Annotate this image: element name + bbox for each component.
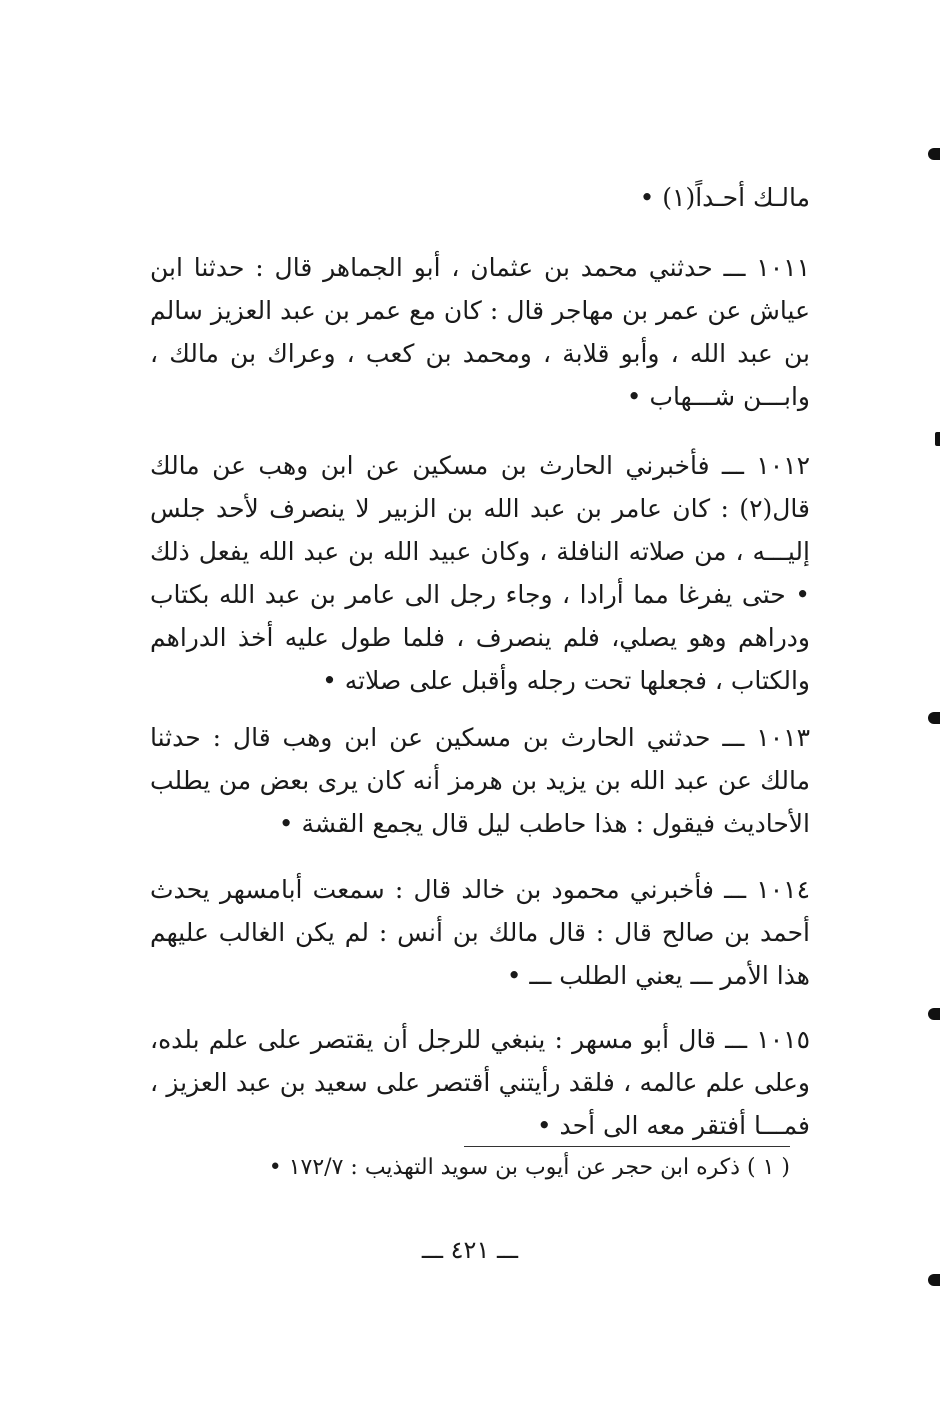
continued-line: مالـك أحـداً(١) •	[639, 183, 810, 212]
scan-edge-mark	[928, 712, 940, 724]
paragraph-text: ١٠١١ ـــ حدثني محمد بن عثمان ، أبو الجماهر قال : حدثنا ابن عياش عن عمر بن مهاجر قال : كان مع عمر بن عبد العزيز سالم بن عبد الله ، وأبو قلابة ، ومحمد بن كعب ، وعراك بن مالك ، وابـــن شـــهاب •	[150, 253, 810, 411]
paragraph-1012	[150, 444, 810, 702]
footnote: ( ١ ) ذكره ابن حجر عن أيوب بن سويد التهذيب : ١٧٢/٧ •	[268, 1155, 790, 1180]
paragraph-1013	[150, 716, 810, 845]
scan-edge-mark	[928, 1008, 940, 1020]
paragraph-text: ١٠١٥ ـــ قال أبو مسهر : ينبغي للرجل أن يقتصر على علم بلده، وعلى علم عالمه ، فلقد رأيتني أقتصر على سعيد بن عبد العزيز ، فمـــا أفتقر معه الى أحد •	[150, 1025, 810, 1140]
footnote-divider	[464, 1146, 790, 1147]
paragraph-1015	[150, 1018, 810, 1147]
scan-edge-mark	[928, 148, 940, 160]
paragraph-text: ١٠١٤ ـــ فأخبرني محمود بن خالد قال : سمعت أبامسهر يحدث أحمد بن صالح قال : قال مالك بن أنس : لم يكن الغالب عليهم هذا الأمر ـــ يعني الطلب ـــ •	[150, 875, 810, 990]
page-number: ـــ ٤٢١ ـــ	[421, 1236, 519, 1264]
scan-edge-mark	[935, 432, 940, 446]
paragraph-text: ١٠١٣ ـــ حدثني الحارث بن مسكين عن ابن وهب قال : حدثنا مالك عن عبد الله بن يزيد بن هرمز أنه كان يرى بعض من يطلب الأحاديث فيقول : هذا حاطب ليل قال يجمع القشة •	[150, 723, 810, 838]
paragraph-1011	[150, 246, 810, 418]
scan-edge-mark	[928, 1274, 940, 1286]
paragraph-1014	[150, 868, 810, 997]
paragraph-text: ١٠١٢ ـــ فأخبرني الحارث بن مسكين عن ابن وهب عن مالك قال(٢) : كان عامر بن عبد الله بن الزبير لا ينصرف لأحد جلس إليـــه ، من صلاته النافلة ، وكان عبيد الله بن عبد الله يفعل ذلك • حتى يفرغا مما أرادا ، وجاء رجل الى عامر بن عبد الله بكتاب ودراهم وهو يصلي، فلم ينصرف ، فلما طول عليه أخذ الدراهم والكتاب ، فجعلها تحت رجله وأقبل على صلاته •	[150, 451, 810, 695]
